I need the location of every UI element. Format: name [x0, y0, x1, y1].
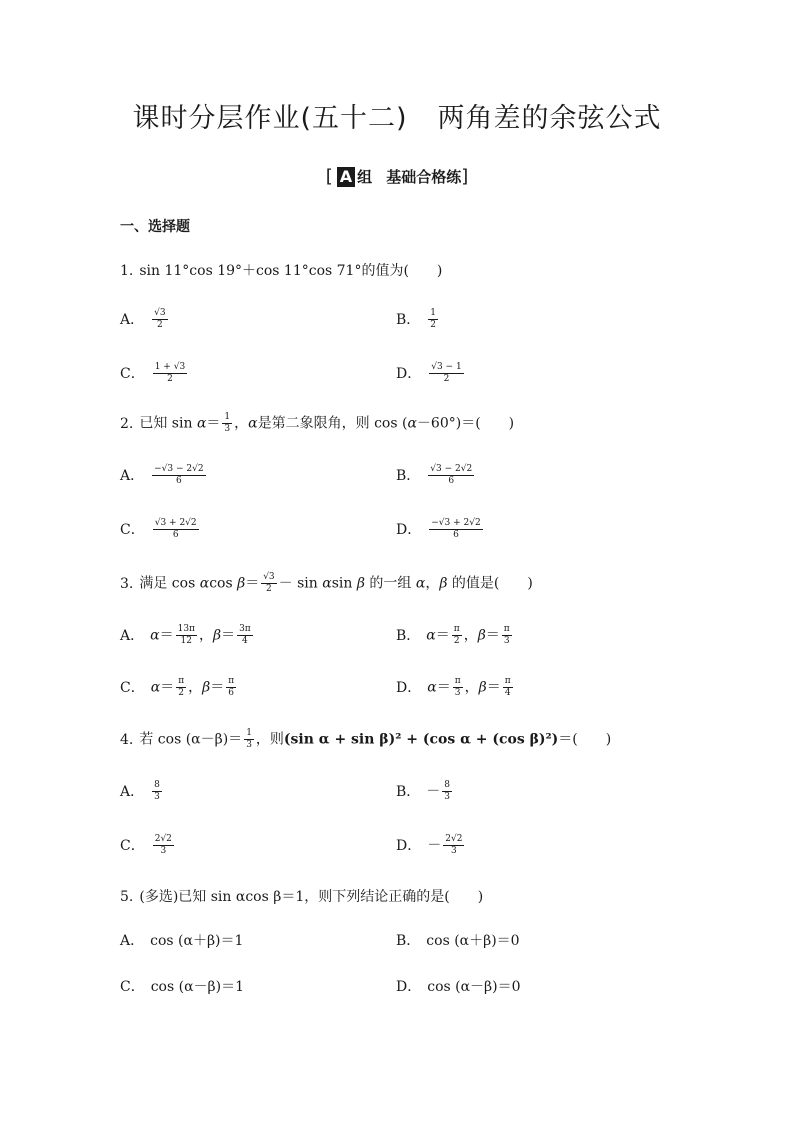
- question-4: [120, 728, 611, 751]
- question-number: 4.: [120, 731, 134, 748]
- beta-symbol: β: [356, 575, 365, 592]
- fraction: $\frac{\pi}{3}$: [503, 624, 510, 646]
- option-label: D．: [396, 837, 422, 854]
- fraction: $\frac{\pi}{2}$: [453, 624, 460, 646]
- question-text: 满足 cos: [139, 575, 200, 592]
- page-title: [0, 96, 794, 135]
- option-4d[interactable]: D． － $\frac{2√2}{3}$: [396, 834, 463, 856]
- fraction: $\frac{-√3 + 2√2}{6}$: [431, 518, 481, 540]
- bracket-open: [: [325, 166, 333, 187]
- alpha-symbol: α: [248, 415, 258, 432]
- option-1d[interactable]: [396, 362, 466, 385]
- question-text: sin 11°cos 19°＋cos 11°cos 71°的值为(: [139, 263, 409, 279]
- group-letter: A: [337, 167, 355, 187]
- option-label: D．: [396, 979, 422, 995]
- fraction: $\frac{8}{3}$: [154, 780, 160, 802]
- section-heading: 一、选择题: [120, 219, 190, 235]
- option-label: A．: [120, 627, 145, 644]
- question-1: [120, 260, 442, 280]
- question-close: ): [527, 575, 533, 592]
- alpha-symbol: α: [407, 415, 417, 432]
- option-5d[interactable]: [396, 976, 521, 996]
- option-label: C．: [120, 521, 145, 538]
- fraction: $\frac{1 + √3}{2}$: [154, 362, 186, 384]
- alpha-symbol: α: [322, 575, 332, 592]
- question-text: sin: [331, 575, 357, 592]
- question-5: [120, 886, 483, 906]
- question-text: 是第二象限角，则 cos (: [257, 415, 408, 432]
- option-label: A．: [120, 783, 145, 800]
- beta-symbol: β: [237, 575, 246, 592]
- option-label: B．: [396, 627, 421, 644]
- fraction: $\frac{1}{2}$: [430, 308, 437, 330]
- option-label: B．: [396, 933, 421, 949]
- option-5b[interactable]: [396, 930, 520, 950]
- question-number: 2.: [120, 415, 134, 432]
- question-text: 若 cos (α－β)＝: [139, 731, 243, 748]
- fraction: $\frac{\pi}{3}$: [454, 676, 461, 698]
- alpha-symbol: α: [196, 415, 207, 432]
- option-label: B．: [396, 467, 421, 484]
- question-number: 5.: [120, 889, 134, 905]
- option-5c[interactable]: [120, 976, 244, 996]
- fraction: $\frac{\pi}{2}$: [178, 676, 185, 698]
- option-text: cos (α－β)＝1: [150, 979, 245, 995]
- option-label: C．: [120, 679, 145, 696]
- beta-symbol: β: [439, 575, 448, 592]
- group-heading: [0, 166, 794, 187]
- group-label1: 组: [357, 168, 373, 186]
- option-2a[interactable]: [120, 464, 208, 487]
- question-close: ): [605, 731, 612, 748]
- fraction: $\frac{1}{3}$: [246, 728, 252, 750]
- question-text: 已知 sin: [139, 415, 197, 432]
- fraction: $\frac{1}{3}$: [224, 412, 231, 434]
- option-text: cos (α＋β)＝1: [150, 933, 244, 949]
- fraction: $\frac{\pi}{4}$: [504, 676, 511, 698]
- option-3b[interactable]: B． α＝ $\frac{\pi}{2}$ ，β＝ $\frac{\pi}{3}$: [396, 624, 510, 646]
- equals-sign: ＝: [206, 415, 221, 432]
- fraction: $\frac{√3 - 2√2}{6}$: [430, 464, 473, 486]
- question-2: [120, 412, 514, 435]
- option-1a[interactable]: [120, 308, 170, 331]
- question-text: (多选)已知 sin αcos β＝1，则下列结论正确的是(: [139, 889, 450, 905]
- option-label: A．: [120, 467, 145, 484]
- option-2d[interactable]: [396, 518, 485, 541]
- fraction: $\frac{\pi}{6}$: [228, 676, 235, 698]
- fraction: $\frac{3\pi}{4}$: [239, 624, 251, 646]
- option-label: C．: [120, 837, 145, 854]
- equals-sign: ＝: [245, 575, 260, 592]
- title-right: 两角差的余弦公式: [437, 103, 662, 134]
- option-label: B．: [396, 311, 421, 328]
- question-number: 3.: [120, 575, 134, 592]
- fraction: $\frac{√3 - 1}{2}$: [431, 362, 462, 384]
- option-1c[interactable]: [120, 362, 189, 385]
- option-label: D．: [396, 679, 422, 696]
- question-text: －60°)＝(: [416, 415, 481, 432]
- alpha-symbol: α: [415, 575, 426, 592]
- option-4b[interactable]: B． － $\frac{8}{3}$: [396, 780, 451, 802]
- fraction: $\frac{√3 + 2√2}{6}$: [154, 518, 197, 540]
- fraction: $\frac{-√3 - 2√2}{6}$: [154, 464, 204, 486]
- question-text: 的值是(: [447, 575, 500, 592]
- option-label: C．: [120, 365, 145, 382]
- option-label: A．: [120, 311, 145, 328]
- math-expression: (sin α + sin β)² + (cos α + (cos β)²): [283, 731, 559, 748]
- option-4c[interactable]: [120, 834, 176, 857]
- option-1b[interactable]: [396, 308, 440, 331]
- question-text: ，则: [255, 731, 284, 748]
- option-3a[interactable]: A． α＝ $\frac{13\pi}{12}$ ，β＝ $\frac{3\pi}{4}$: [120, 624, 251, 646]
- option-text: cos (α＋β)＝0: [426, 933, 520, 949]
- title-left: 课时分层作业(五十二): [132, 103, 408, 134]
- question-text: － sin: [278, 575, 323, 592]
- option-5a[interactable]: [120, 930, 243, 950]
- option-2c[interactable]: [120, 518, 201, 541]
- question-number: 1.: [120, 263, 134, 279]
- option-label: D．: [396, 521, 422, 538]
- question-text: 的一组: [364, 575, 416, 592]
- fraction: $\frac{√3}{2}$: [263, 572, 275, 594]
- bracket-close: ]: [461, 166, 469, 187]
- comma: ，: [425, 575, 440, 592]
- question-close: ): [436, 263, 443, 279]
- option-text: cos (α－β)＝0: [427, 979, 521, 995]
- fraction: $\frac{13\pi}{12}$: [177, 624, 195, 646]
- question-3: [120, 572, 533, 595]
- question-text: ＝(: [558, 731, 578, 748]
- comma: ，: [234, 415, 249, 432]
- option-2b[interactable]: [396, 464, 476, 487]
- fraction: $\frac{2√2}{3}$: [154, 834, 172, 856]
- question-close: ): [477, 889, 484, 905]
- fraction: $\frac{8}{3}$: [444, 780, 451, 802]
- fraction: $\frac{√3}{2}$: [154, 308, 166, 330]
- option-3c[interactable]: C． α＝ $\frac{\pi}{2}$ ，β＝ $\frac{\pi}{6}$: [120, 676, 235, 698]
- option-label: C．: [120, 979, 145, 995]
- fraction: $\frac{2√2}{3}$: [445, 834, 463, 856]
- option-4a[interactable]: [120, 780, 164, 803]
- option-label: B．: [396, 783, 421, 800]
- question-text: cos: [209, 575, 238, 592]
- option-label: A．: [120, 933, 145, 949]
- alpha-symbol: α: [199, 575, 210, 592]
- option-3d[interactable]: D． α＝ $\frac{\pi}{3}$ ，β＝ $\frac{\pi}{4}$: [396, 676, 511, 698]
- option-label: D．: [396, 365, 422, 382]
- group-label2: 基础合格练: [386, 168, 462, 186]
- question-close: ): [508, 415, 515, 432]
